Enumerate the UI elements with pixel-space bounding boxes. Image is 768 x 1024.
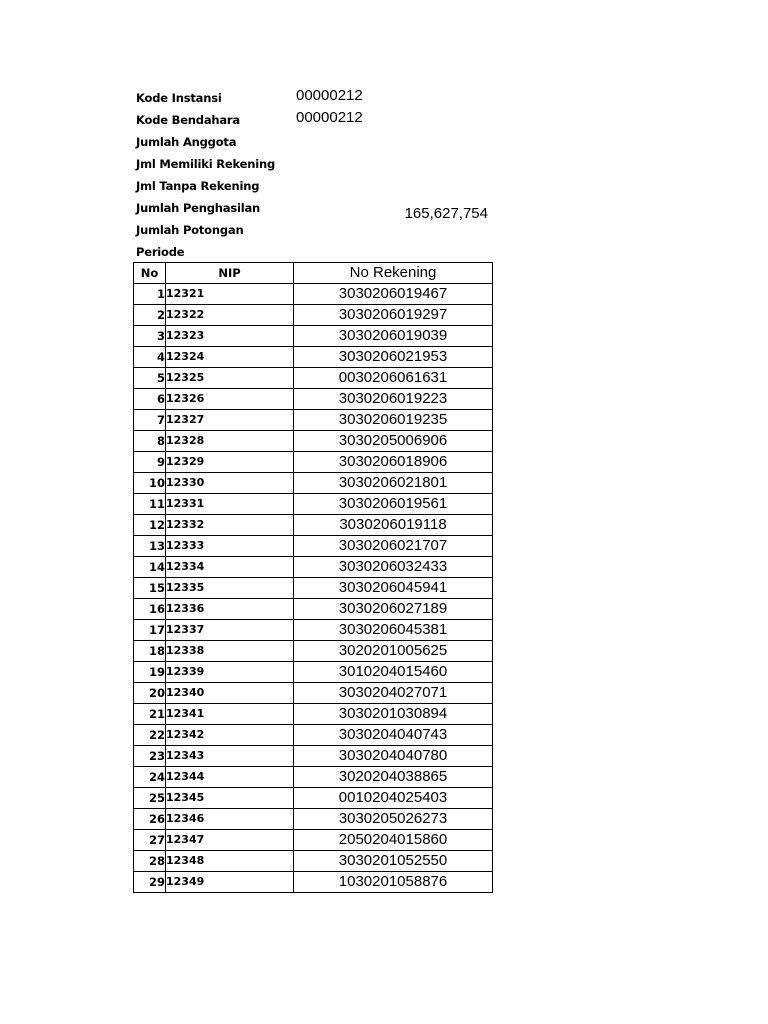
table-row bbox=[134, 620, 493, 641]
jumlah-potongan-label: Jumlah Potongan bbox=[136, 223, 244, 237]
table-header-row bbox=[134, 263, 493, 284]
row-no-cell: 25 bbox=[134, 788, 166, 809]
row-rekening-cell: 0030206061631 bbox=[294, 368, 493, 389]
table-row bbox=[134, 368, 493, 389]
row-no-cell: 14 bbox=[134, 557, 166, 578]
row-rekening-cell: 3030204027071 bbox=[294, 683, 493, 704]
table-row bbox=[134, 641, 493, 662]
table-row bbox=[134, 389, 493, 410]
row-rekening-cell: 3020204038865 bbox=[294, 767, 493, 788]
row-no-cell: 6 bbox=[134, 389, 166, 410]
row-nip-cell: 12348 bbox=[166, 851, 294, 872]
jumlah-penghasilan-label: Jumlah Penghasilan bbox=[136, 201, 261, 215]
row-nip-cell: 12338 bbox=[166, 641, 294, 662]
row-nip-cell: 12339 bbox=[166, 662, 294, 683]
table-row bbox=[134, 452, 493, 473]
jumlah-penghasilan-value: 165,627,754 bbox=[404, 205, 488, 222]
row-no-cell: 12 bbox=[134, 515, 166, 536]
row-nip-cell: 12329 bbox=[166, 452, 294, 473]
row-rekening-cell: 3030206019561 bbox=[294, 494, 493, 515]
row-rekening-cell: 3030206019467 bbox=[294, 284, 493, 305]
row-rekening-cell: 3030201030894 bbox=[294, 704, 493, 725]
row-nip-cell: 12321 bbox=[166, 284, 294, 305]
row-nip-cell: 12333 bbox=[166, 536, 294, 557]
table-row bbox=[134, 347, 493, 368]
row-no-cell: 27 bbox=[134, 830, 166, 851]
row-nip-cell: 12332 bbox=[166, 515, 294, 536]
column-header-no: No bbox=[134, 263, 166, 284]
row-rekening-cell: 3030206021801 bbox=[294, 473, 493, 494]
row-no-cell: 22 bbox=[134, 725, 166, 746]
row-rekening-cell: 3030206032433 bbox=[294, 557, 493, 578]
row-no-cell: 29 bbox=[134, 872, 166, 893]
table-row bbox=[134, 704, 493, 725]
row-no-cell: 9 bbox=[134, 452, 166, 473]
row-rekening-cell: 3030204040743 bbox=[294, 725, 493, 746]
row-rekening-cell: 3030206045941 bbox=[294, 578, 493, 599]
row-nip-cell: 12327 bbox=[166, 410, 294, 431]
row-nip-cell: 12345 bbox=[166, 788, 294, 809]
row-no-cell: 18 bbox=[134, 641, 166, 662]
table-row bbox=[134, 578, 493, 599]
row-rekening-cell: 3030206019297 bbox=[294, 305, 493, 326]
row-rekening-cell: 3030206045381 bbox=[294, 620, 493, 641]
periode-label: Periode bbox=[136, 245, 185, 259]
row-no-cell: 20 bbox=[134, 683, 166, 704]
row-rekening-cell: 2050204015860 bbox=[294, 830, 493, 851]
jml-memiliki-rekening-label: Jml Memiliki Rekening bbox=[136, 157, 275, 171]
row-nip-cell: 12325 bbox=[166, 368, 294, 389]
row-nip-cell: 12347 bbox=[166, 830, 294, 851]
row-no-cell: 19 bbox=[134, 662, 166, 683]
row-rekening-cell: 3030206021953 bbox=[294, 347, 493, 368]
row-jumlah-penghasilan bbox=[136, 196, 496, 222]
kode-instansi-value: 00000212 bbox=[296, 87, 363, 104]
row-rekening-cell: 3010204015460 bbox=[294, 662, 493, 683]
row-kode-bendahara bbox=[136, 108, 496, 130]
row-nip-cell: 12337 bbox=[166, 620, 294, 641]
column-header-nip: NIP bbox=[166, 263, 294, 284]
table-row bbox=[134, 746, 493, 767]
table-row bbox=[134, 767, 493, 788]
column-header-no-rekening: No Rekening bbox=[294, 263, 493, 284]
rekening-table bbox=[133, 262, 493, 893]
row-jumlah-anggota bbox=[136, 130, 496, 152]
row-nip-cell: 12344 bbox=[166, 767, 294, 788]
table-row bbox=[134, 431, 493, 452]
row-rekening-cell: 3030206021707 bbox=[294, 536, 493, 557]
row-nip-cell: 12322 bbox=[166, 305, 294, 326]
row-no-cell: 23 bbox=[134, 746, 166, 767]
row-periode bbox=[136, 240, 496, 262]
row-rekening-cell: 3030206019118 bbox=[294, 515, 493, 536]
row-nip-cell: 12346 bbox=[166, 809, 294, 830]
row-no-cell: 3 bbox=[134, 326, 166, 347]
row-rekening-cell: 3030204040780 bbox=[294, 746, 493, 767]
table-row bbox=[134, 683, 493, 704]
kode-bendahara-label: Kode Bendahara bbox=[136, 113, 240, 127]
table-row bbox=[134, 599, 493, 620]
row-no-cell: 16 bbox=[134, 599, 166, 620]
table-row bbox=[134, 536, 493, 557]
table-row bbox=[134, 557, 493, 578]
row-nip-cell: 12328 bbox=[166, 431, 294, 452]
row-no-cell: 1 bbox=[134, 284, 166, 305]
row-rekening-cell: 3030206019235 bbox=[294, 410, 493, 431]
row-jumlah-potongan bbox=[136, 218, 496, 240]
table-row bbox=[134, 473, 493, 494]
row-nip-cell: 12342 bbox=[166, 725, 294, 746]
row-rekening-cell: 1030201058876 bbox=[294, 872, 493, 893]
row-rekening-cell: 3030206019223 bbox=[294, 389, 493, 410]
row-no-cell: 4 bbox=[134, 347, 166, 368]
table-row bbox=[134, 494, 493, 515]
row-nip-cell: 12349 bbox=[166, 872, 294, 893]
table-row bbox=[134, 515, 493, 536]
row-no-cell: 26 bbox=[134, 809, 166, 830]
row-no-cell: 7 bbox=[134, 410, 166, 431]
header-info bbox=[136, 86, 496, 262]
row-kode-instansi bbox=[136, 86, 496, 108]
row-no-cell: 15 bbox=[134, 578, 166, 599]
row-no-cell: 10 bbox=[134, 473, 166, 494]
table-row bbox=[134, 410, 493, 431]
row-nip-cell: 12336 bbox=[166, 599, 294, 620]
table-row bbox=[134, 872, 493, 893]
row-nip-cell: 12341 bbox=[166, 704, 294, 725]
row-rekening-cell: 3030206018906 bbox=[294, 452, 493, 473]
table-row bbox=[134, 809, 493, 830]
table-row bbox=[134, 830, 493, 851]
row-jml-tanpa-rekening bbox=[136, 174, 496, 196]
jml-tanpa-rekening-label: Jml Tanpa Rekening bbox=[136, 179, 260, 193]
row-nip-cell: 12324 bbox=[166, 347, 294, 368]
row-rekening-cell: 3030201052550 bbox=[294, 851, 493, 872]
row-no-cell: 24 bbox=[134, 767, 166, 788]
row-rekening-cell: 3020201005625 bbox=[294, 641, 493, 662]
row-jml-memiliki-rekening bbox=[136, 152, 496, 174]
table-row bbox=[134, 662, 493, 683]
table-row bbox=[134, 788, 493, 809]
row-no-cell: 5 bbox=[134, 368, 166, 389]
row-rekening-cell: 3030206027189 bbox=[294, 599, 493, 620]
row-nip-cell: 12331 bbox=[166, 494, 294, 515]
row-nip-cell: 12323 bbox=[166, 326, 294, 347]
row-rekening-cell: 0010204025403 bbox=[294, 788, 493, 809]
table-row bbox=[134, 284, 493, 305]
row-no-cell: 13 bbox=[134, 536, 166, 557]
table-body bbox=[134, 284, 493, 893]
row-nip-cell: 12334 bbox=[166, 557, 294, 578]
table-row bbox=[134, 305, 493, 326]
row-no-cell: 11 bbox=[134, 494, 166, 515]
row-rekening-cell: 3030205006906 bbox=[294, 431, 493, 452]
row-no-cell: 21 bbox=[134, 704, 166, 725]
kode-bendahara-value: 00000212 bbox=[296, 109, 363, 126]
table-row bbox=[134, 326, 493, 347]
row-nip-cell: 12326 bbox=[166, 389, 294, 410]
row-no-cell: 8 bbox=[134, 431, 166, 452]
row-no-cell: 28 bbox=[134, 851, 166, 872]
row-nip-cell: 12340 bbox=[166, 683, 294, 704]
kode-instansi-label: Kode Instansi bbox=[136, 91, 222, 105]
row-nip-cell: 12330 bbox=[166, 473, 294, 494]
jumlah-anggota-label: Jumlah Anggota bbox=[136, 135, 237, 149]
row-nip-cell: 12335 bbox=[166, 578, 294, 599]
row-no-cell: 2 bbox=[134, 305, 166, 326]
row-no-cell: 17 bbox=[134, 620, 166, 641]
table-row bbox=[134, 851, 493, 872]
table-row bbox=[134, 725, 493, 746]
row-rekening-cell: 3030205026273 bbox=[294, 809, 493, 830]
row-rekening-cell: 3030206019039 bbox=[294, 326, 493, 347]
row-nip-cell: 12343 bbox=[166, 746, 294, 767]
